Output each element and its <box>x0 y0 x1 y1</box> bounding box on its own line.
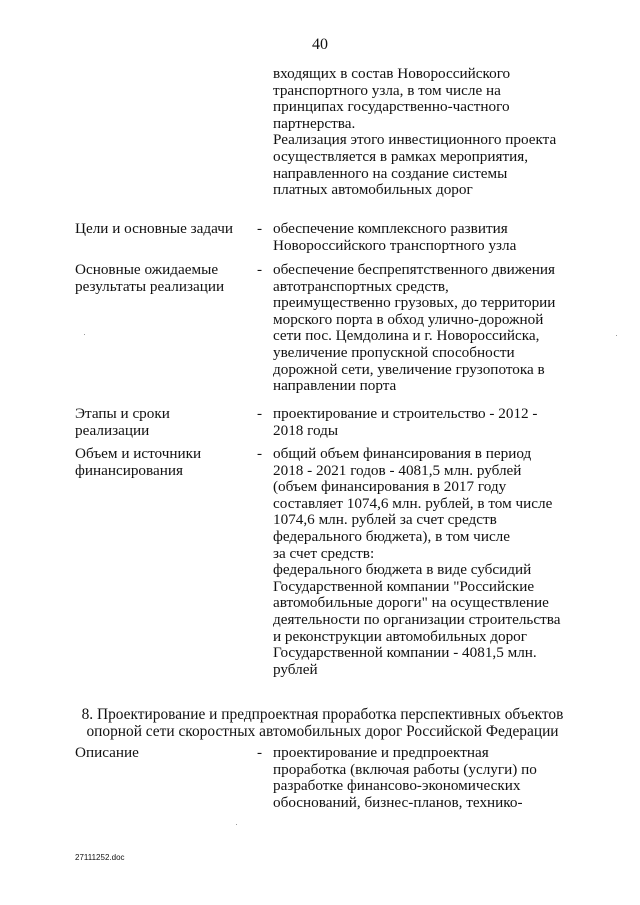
page-number: 40 <box>312 36 328 53</box>
intro-text: входящих в состав Новороссийского транспортного узла, в том числе на принципах государственно-частного партнерства. Реализация этого инвестиционного проекта осуществляется в рамках мероприятия, направленного на создание системы платных автомобильных дорог <box>273 65 557 199</box>
row-label-description: Описание <box>75 744 139 761</box>
row-label-financing: Объем и источники финансирования <box>75 445 202 479</box>
row-label-results: Основные ожидаемые результаты реализации <box>75 261 225 295</box>
row-dash-description: - <box>257 744 263 761</box>
scan-speck <box>236 824 237 825</box>
section-heading: 8. Проектирование и предпроектная проработка перспективных объектов опорной сети скоростных автомобильных дорог Российской Федерации <box>81 706 564 740</box>
row-value-results: обеспечение беспрепятственного движения автотранспортных средств, преимущественно грузовых, до территории морского порта в обход улично-дорожной сети пос. Цемдолина и г. Новороссийска, увеличение пропускной способности дорожной сети, увеличение грузопотока в направлении порта <box>273 261 556 395</box>
row-value-stages: проектирование и строительство - 2012 - 2018 годы <box>273 405 538 439</box>
row-label-stages: Этапы и сроки реализации <box>75 405 170 439</box>
file-name-footer: 27111252.doc <box>75 853 125 862</box>
row-value-financing: общий объем финансирования в период 2018 - 2021 годов - 4081,5 млн. рублей (объем финансирования в 2017 году составляет 1074,6 млн. рублей, в том числе 1074,6 млн. рублей за счет средств федерального бюджета), в том числе за счет средств: федерального бюджета в виде субсидий Государственной компании "Российские автомобильные дороги" на осуществление деятельности по организации строительства и реконструкции автомобильных дорог Государственной компании - 4081,5 млн. рублей <box>273 445 561 678</box>
scan-speck <box>616 335 617 336</box>
row-dash-goals: - <box>257 220 263 237</box>
row-dash-financing: - <box>257 445 263 462</box>
row-dash-stages: - <box>257 405 263 422</box>
row-value-description: проектирование и предпроектная проработка (включая работы (услуги) по разработке финансово-экономических обоснований, бизнес-планов, технико- <box>273 744 537 811</box>
scan-speck <box>84 334 85 335</box>
row-dash-results: - <box>257 261 263 278</box>
row-label-goals: Цели и основные задачи <box>75 220 233 237</box>
row-value-goals: обеспечение комплексного развития Новороссийского транспортного узла <box>273 220 517 254</box>
